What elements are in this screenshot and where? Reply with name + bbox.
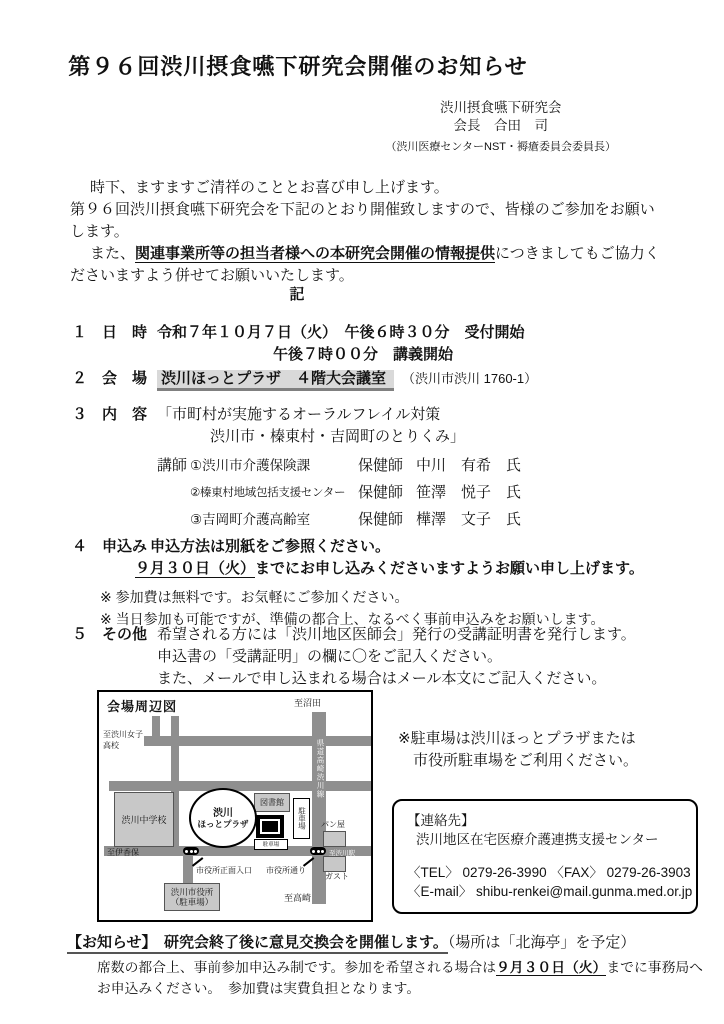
agenda-item-venue xyxy=(0,368,680,390)
lecturer-name: 笹澤 悦子 氏 xyxy=(416,484,522,501)
lecturer-heading: 講師 xyxy=(157,457,188,474)
item5-label: ５ その他 xyxy=(72,626,148,643)
item4-line2 xyxy=(135,558,680,580)
map-label-parking-small: 駐車場 xyxy=(262,841,280,848)
map-balloon-line1: 渋川 xyxy=(213,807,233,819)
greeting-line3-emphasis: 関連事業所等の担当者様への本研究会開催の情報提供 xyxy=(135,245,496,262)
lecturer-name: 樺澤 文子 氏 xyxy=(416,511,522,528)
lecturer-name: 中川 有希 氏 xyxy=(416,457,522,474)
agenda-item-contents xyxy=(0,404,680,536)
map-label-prefectural-road: 県道高崎渋川線 xyxy=(316,739,325,799)
notice-line1 xyxy=(67,932,717,953)
notice-line2-pre: 席数の都合上、事前参加申込み制です。参加を希望される場合は xyxy=(97,960,497,975)
notice-line2 xyxy=(97,957,717,978)
contact-header: 【連絡先】 xyxy=(407,813,475,828)
sender-president: 会長 合田 司 xyxy=(453,118,548,133)
item4-line2-rest: までにお申し込みくださいますようお願い申し上げます。 xyxy=(255,560,644,577)
page-title: 第９６回渋川摂食嚥下研究会開催のお知らせ xyxy=(68,54,528,79)
map-label-parking-vertical: 駐車場 xyxy=(297,807,307,830)
map-label-gusto: ガスト xyxy=(325,872,349,881)
sender-block xyxy=(385,99,616,156)
map-label-street: 市役所通り xyxy=(266,866,306,875)
map-label-to-girls-school-2: 高校 xyxy=(103,741,119,750)
item2-label: ２ 会 場 xyxy=(72,370,148,387)
lecturer-org: ③吉岡町介護高齢室 xyxy=(190,512,311,527)
map-venue-balloon xyxy=(189,788,257,848)
notice-headline-rest: （場所は「北海亭」を予定） xyxy=(447,934,636,951)
contact-tel-fax: 〈TEL〉 0279-26-3990 〈FAX〉 0279-26-3903 xyxy=(407,865,691,880)
lecturer-role: 保健師 xyxy=(358,511,404,528)
map-label-entrance: 市役所正面入口 xyxy=(196,866,252,875)
notice-headline: 【お知らせ】 研究会終了後に意見交換会を開催します。 xyxy=(67,934,448,954)
item4-line1: 申込方法は別紙をご参照ください。 xyxy=(150,538,391,555)
lecturer-list xyxy=(157,455,680,531)
item5-line1: 希望される方には「渋川地区医師会」発行の受講証明書を発行します。 xyxy=(157,626,636,643)
map-label-to-takasaki: 至高崎 xyxy=(284,893,312,903)
greeting-paragraphs xyxy=(70,177,662,287)
lecturer-row xyxy=(157,509,680,531)
map-label-city-hall: 渋川市役所 xyxy=(170,887,214,897)
item2-address: （渋川市渋川 1760-1） xyxy=(402,371,538,386)
map-building-library xyxy=(254,793,290,812)
item5-line2: 申込書の「受講証明」の欄に〇をご記入ください。 xyxy=(157,648,503,665)
parking-note-line2: 市役所駐車場をご利用ください。 xyxy=(413,752,639,769)
map-label-library: 図書館 xyxy=(260,797,284,807)
map-venue-building xyxy=(256,815,284,838)
map-balloon-line2: ほっとプラザ xyxy=(197,818,249,829)
map-label-to-numata: 至沼田 xyxy=(294,698,322,708)
parking-note-line1: ※駐車場は渋川ほっとプラザまたは xyxy=(398,730,636,747)
item4-note1: ※ 参加費は無料です。お気軽にご参加ください。 xyxy=(100,589,409,605)
map-small-parking-box xyxy=(254,839,288,850)
venue-map xyxy=(97,690,373,922)
map-label-city-hall-parking: （駐車場） xyxy=(170,897,214,907)
agenda-item-datetime xyxy=(0,322,680,366)
map-building-city-hall xyxy=(164,883,220,911)
item3-title-line1: 「市町村が実施するオーラルフレイル対策 xyxy=(157,406,441,423)
map-label-bakery: パン屋 xyxy=(321,820,345,829)
item4-note2: ※ 当日参加も可能ですが、準備の都合上、なるべく事前申込みをお願いします。 xyxy=(100,611,605,627)
greeting-line3 xyxy=(70,243,662,287)
item4-label: ４ 申込み xyxy=(72,538,148,555)
agenda-item-other xyxy=(0,624,680,690)
sender-affiliation: （渋川医療センターNST・褥瘡委員会委員長） xyxy=(385,141,616,153)
agenda-item-application xyxy=(0,536,680,630)
item1-label: １ 日 時 xyxy=(72,324,148,341)
item1-time2: 午後７時００分 講義開始 xyxy=(273,346,454,363)
parking-note xyxy=(398,728,638,772)
map-label-to-station: 至渋川駅 xyxy=(329,849,355,857)
map-label-junior-high: 渋川中学校 xyxy=(121,814,167,825)
map-pointer-line xyxy=(192,857,203,866)
item4-deadline-date: ９月３０日（火） xyxy=(135,560,256,577)
map-building-junior-high xyxy=(114,792,174,847)
road-horizontal-top xyxy=(144,736,371,746)
lecturer-role: 保健師 xyxy=(358,484,404,501)
item3-title-line2: 渋川市・榛東村・吉岡町のとりくみ」 xyxy=(210,428,466,445)
road-horizontal-middle xyxy=(109,781,371,791)
greeting-line3-pre: また、 xyxy=(90,245,136,262)
notice-line2-post: までに事務局へ xyxy=(606,960,703,975)
notice-deadline-date: ９月３０日（火） xyxy=(496,960,607,975)
contact-name: 渋川地区在宅医療介護連携支援センター xyxy=(416,832,659,847)
lecturer-row xyxy=(157,482,680,504)
map-label-to-ikaho: 至伊香保 xyxy=(107,848,139,857)
road-cityhall-access xyxy=(183,856,193,886)
map-parking-lot-box xyxy=(293,798,310,839)
map-building-bakery xyxy=(323,831,346,847)
map-title: 会場周辺図 xyxy=(107,699,178,714)
lecturer-role: 保健師 xyxy=(358,457,404,474)
notice-line3: お申込みください。 参加費は実費負担となります。 xyxy=(97,981,421,996)
greeting-line3-post: につきましてもご協力くださいますよう併せてお願いいたします。 xyxy=(70,245,660,284)
item2-venue-highlight: 渋川ほっとプラザ ４階大会議室 xyxy=(157,370,394,391)
greeting-line2: 第９６回渋川摂食嚥下研究会を下記のとおり開催致しますので、皆様のご参加をお願いします。 xyxy=(70,201,655,240)
item5-line3: また、メールで申し込まれる場合はメール本文にご記入ください。 xyxy=(157,670,607,687)
map-label-to-girls-school: 至渋川女子 xyxy=(103,730,143,739)
item3-label: ３ 内 容 xyxy=(72,406,148,423)
lecturer-org: ②榛東村地域包括支援センター xyxy=(190,487,346,499)
sender-organization: 渋川摂食嚥下研究会 xyxy=(439,100,562,115)
lecturer-org: ①渋川市介護保険課 xyxy=(190,458,311,473)
ki-heading: 記 xyxy=(289,286,307,303)
contact-email: 〈E-mail〉 shibu-renkei@mail.gunma.med.or.jp xyxy=(407,884,693,899)
traffic-light-icon xyxy=(310,847,326,855)
lecturer-row xyxy=(157,455,680,477)
map-building-gusto xyxy=(323,856,346,872)
contact-box xyxy=(392,799,698,914)
greeting-line1: 時下、ますますご清祥のこととお喜び申し上げます。 xyxy=(90,179,449,196)
traffic-light-icon xyxy=(183,847,199,855)
road-stub-north xyxy=(152,716,160,736)
item1-datetime: 令和７年１０月７日（火） 午後６時３０分 受付開始 xyxy=(157,324,525,341)
bottom-notice xyxy=(67,932,717,999)
